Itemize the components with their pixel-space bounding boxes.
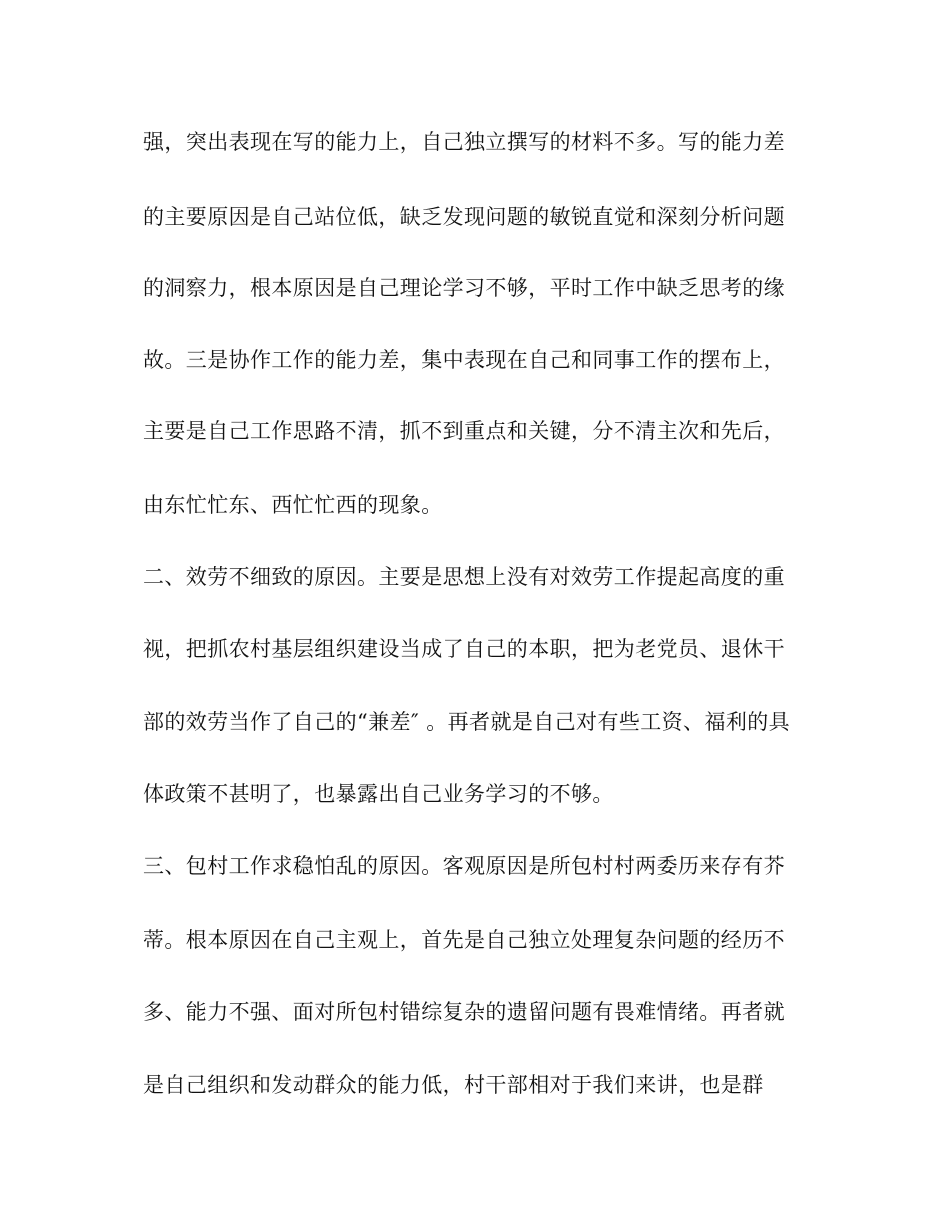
- text-line: 多、能力不强、面对所包村错综复杂的遗留问题有畏难情绪。再者就: [143, 1000, 785, 1024]
- text-line: 主要是自己工作思路不清，抓不到重点和关键，分不清主次和先后，: [143, 419, 785, 443]
- text-line: 是自己组织和发动群众的能力低，村干部相对于我们来讲，也是群: [143, 1073, 764, 1097]
- text-line: 视，把抓农村基层组织建设当成了自己的本职，把为老党员、退休干: [143, 637, 785, 661]
- text-line: 蒂。根本原因在自己主观上，首先是自己独立处理复杂问题的经历不: [143, 928, 785, 952]
- section-heading-line: 二、效劳不细致的原因。主要是思想上没有对效劳工作提起高度的重: [143, 565, 785, 589]
- text-line: 体政策不甚明了，也暴露出自己业务学习的不够。: [143, 782, 614, 806]
- section-heading-line: 三、包村工作求稳怕乱的原因。客观原因是所包村村两委历来存有芥: [143, 854, 785, 878]
- text-line: 由东忙忙东、西忙忙西的现象。: [143, 493, 443, 517]
- text-line: 的主要原因是自己站位低，缺乏发现问题的敏锐直觉和深刻分析问题: [143, 205, 785, 229]
- text-line: 故。三是协作工作的能力差，集中表现在自己和同事工作的摆布上，: [143, 348, 785, 372]
- text-line: 部的效劳当作了自己的“兼差″ 。再者就是自己对有些工资、福利的具: [143, 710, 791, 734]
- text-line: 的洞察力，根本原因是自己理论学习不够，平时工作中缺乏思考的缘: [143, 276, 785, 300]
- text-line: 强，突出表现在写的能力上，自己独立撰写的材料不多。写的能力差: [143, 130, 785, 154]
